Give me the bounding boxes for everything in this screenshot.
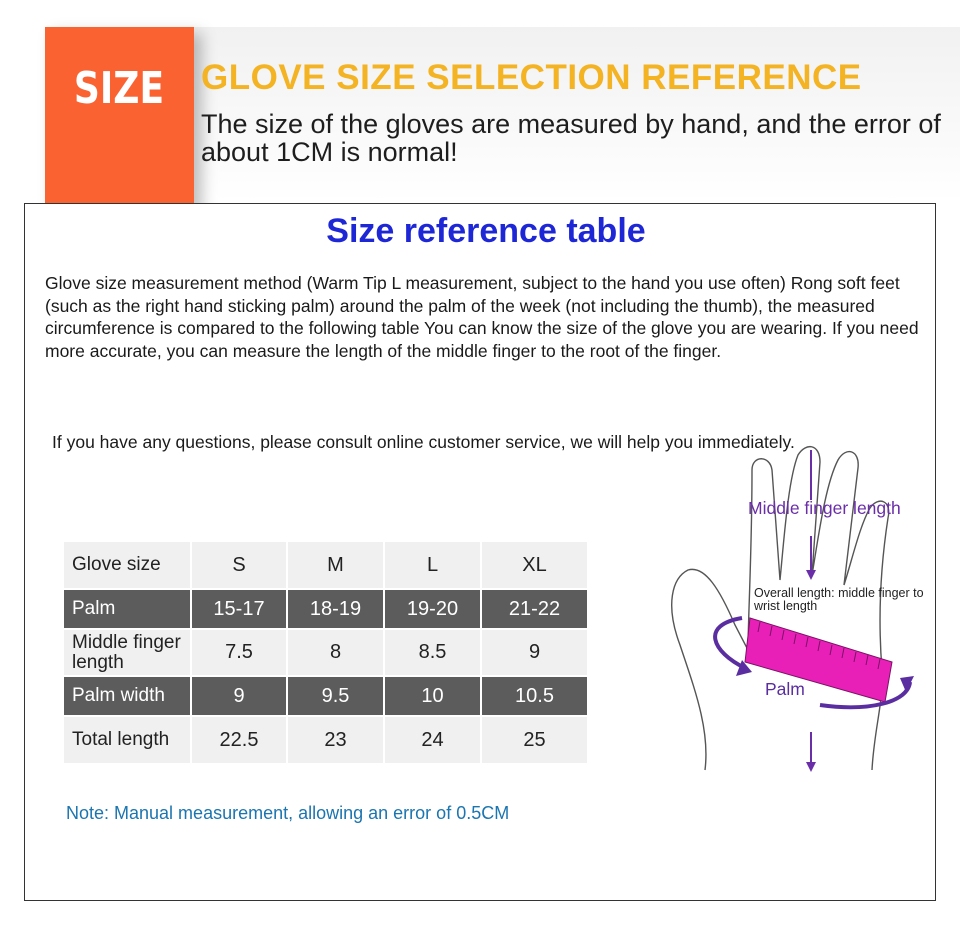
- table-cell: 19-20: [384, 589, 481, 629]
- row-label: Palm: [63, 589, 191, 629]
- table-cell: 23: [287, 716, 384, 764]
- table-header-cell: M: [287, 542, 384, 589]
- table-cell: 10.5: [481, 676, 587, 716]
- table-header-label: Glove size: [63, 542, 191, 589]
- table-row: [63, 676, 587, 716]
- table-header-cell: S: [191, 542, 287, 589]
- palm-arrow-head-icon: [900, 676, 914, 692]
- table-cell: 24: [384, 716, 481, 764]
- table-cell: 7.5: [191, 629, 287, 676]
- size-tag: [45, 27, 194, 212]
- table-header-cell: XL: [481, 542, 587, 589]
- table-cell: 8: [287, 629, 384, 676]
- table-cell: 15-17: [191, 589, 287, 629]
- row-label: Palm width: [63, 676, 191, 716]
- page-subtitle: The size of the gloves are measured by hand, and the error of about 1CM is normal!: [201, 109, 941, 167]
- table-cell: 21-22: [481, 589, 587, 629]
- overall-length-label: Overall length: middle finger to wrist length: [754, 586, 924, 613]
- table-cell: 9: [191, 676, 287, 716]
- measurement-note: Note: Manual measurement, allowing an error of 0.5CM: [66, 803, 510, 823]
- measurement-method-text: Glove size measurement method (Warm Tip L measurement, subject to the hand you use often) Rong soft feet (such as the right hand sticking palm) around the palm of the week (not including the thumb), the measured circumference is compared to the following table You can know the size of the glove you are wearing. If you need more accurate, you can measure the length of the middle finger to the root of the finger.: [45, 273, 919, 361]
- table-cell: 9.5: [287, 676, 384, 716]
- size-table: [62, 542, 587, 765]
- table-row: [63, 589, 587, 629]
- table-cell: 9: [481, 629, 587, 676]
- middle-finger-label: Middle finger length: [748, 498, 901, 518]
- table-cell: 8.5: [384, 629, 481, 676]
- table-cell: 25: [481, 716, 587, 764]
- table-cell: 22.5: [191, 716, 287, 764]
- row-label: Total length: [63, 716, 191, 764]
- row-label: Middle finger length: [63, 629, 191, 676]
- size-tag-label: SIZE: [74, 63, 165, 114]
- table-cell: 18-19: [287, 589, 384, 629]
- table-row: [63, 629, 587, 676]
- table-header-cell: L: [384, 542, 481, 589]
- table-cell: 10: [384, 676, 481, 716]
- page-title: GLOVE SIZE SELECTION REFERENCE: [201, 58, 862, 97]
- table-row: [63, 716, 587, 764]
- contact-text: If you have any questions, please consult online customer service, we will help you immediately.: [52, 432, 795, 452]
- table-header-row: [63, 542, 587, 589]
- palm-label: Palm: [765, 679, 805, 699]
- section-title: Size reference table: [326, 212, 646, 250]
